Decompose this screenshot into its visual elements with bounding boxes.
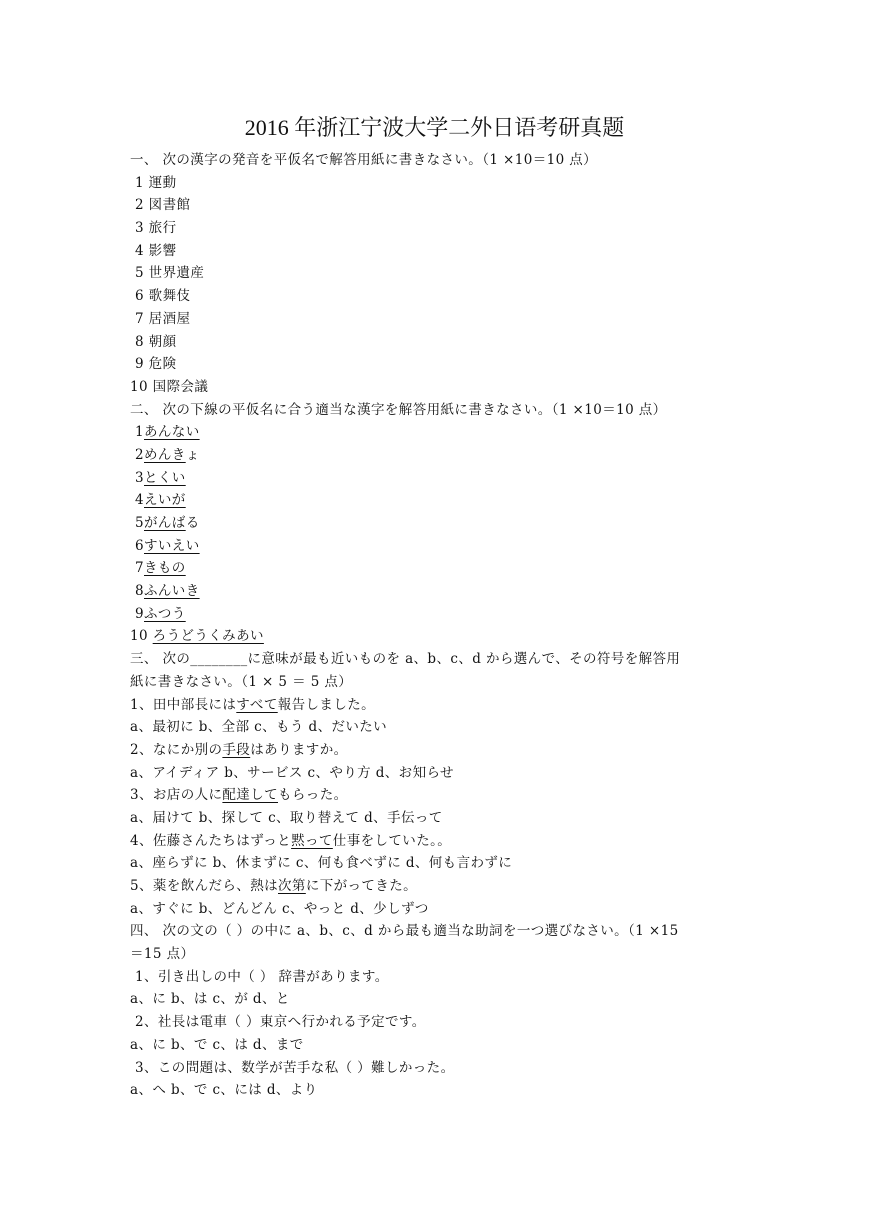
item-number: 3 — [135, 469, 144, 486]
question-pre: 5、薬を飲んだら、熱は — [130, 878, 278, 894]
answer-options: a、に b、は c、が d、と — [130, 991, 290, 1008]
question-text: 3、この問題は、数学が苦手な私（ ）難しかった。 — [135, 1059, 455, 1076]
item-number: 4 — [135, 492, 144, 509]
underlined-kana: とくい — [144, 469, 186, 486]
section-3-heading: 三、 次の________に意味が最も近いものを a、b、c、d から選んで、その符号を解答用 — [130, 651, 681, 668]
list-item: 10 国際会議 — [130, 378, 209, 395]
list-item — [130, 444, 770, 467]
list-item: 1 運動 — [135, 174, 177, 191]
list-item — [130, 421, 770, 444]
list-item: 7 居酒屋 — [135, 310, 191, 327]
document-body — [130, 149, 770, 1102]
list-item — [130, 489, 770, 512]
section-3-heading-cont: 紙に書きなさい。（1 × 5 ＝ 5 点） — [130, 673, 353, 690]
item-number: 2 — [135, 446, 144, 463]
underlined-word: すべて — [236, 696, 278, 713]
question-post: もらった。 — [278, 787, 348, 804]
question-text — [130, 830, 770, 853]
question-post: 仕事をしていた。。 — [332, 832, 452, 849]
page-title: 2016 年浙江宁波大学二外日语考研真题 — [244, 115, 625, 140]
item-number: 8 — [135, 583, 144, 600]
list-item: 3 旅行 — [135, 220, 177, 237]
section-4-heading-cont: ＝15 点） — [130, 946, 195, 963]
question-post: はありますか。 — [250, 741, 348, 758]
item-number: 6 — [135, 537, 144, 554]
item-number: 9 — [135, 605, 144, 622]
question-text — [130, 739, 770, 762]
answer-options: a、へ b、で c、には d、より — [130, 1082, 318, 1099]
list-item — [130, 557, 770, 580]
underlined-kana: きもの — [144, 560, 186, 577]
underlined-kana: あんない — [144, 424, 200, 441]
list-item: 8 朝顔 — [135, 333, 177, 350]
question-pre: 3、お店の人に — [130, 787, 223, 804]
item-number: 5 — [135, 515, 144, 531]
question-text — [130, 694, 770, 717]
list-item — [130, 467, 770, 490]
question-text: 2、社長は電車（ ）東京へ行かれる予定です。 — [135, 1014, 426, 1031]
list-item: 6 歌舞伎 — [135, 288, 191, 305]
answer-options: a、アイディア b、サービス c、やり方 d、お知らせ — [130, 764, 454, 781]
underlined-kana: がんば — [144, 515, 186, 531]
question-post: に下がってきた。 — [305, 878, 418, 894]
item-rest: る — [185, 515, 200, 531]
list-item — [130, 625, 770, 648]
list-item — [130, 603, 770, 626]
section-2-heading: 二、 次の下線の平仮名に合う適当な漢字を解答用紙に書きなさい。（1 ×10＝10 点） — [130, 401, 667, 418]
underlined-word: 配達して — [222, 787, 278, 804]
underlined-kana: めんき — [144, 446, 186, 463]
list-item — [130, 535, 770, 558]
underlined-kana: えいが — [144, 492, 186, 509]
question-text — [130, 784, 770, 807]
underlined-kana: ふつう — [144, 605, 186, 622]
item-number: 1 — [135, 424, 144, 441]
list-item: 5 世界遺産 — [135, 265, 205, 282]
question-pre: 2、なにか別の — [130, 741, 223, 758]
question-text: 1、引き出しの中（ ） 辞書があります。 — [135, 968, 389, 985]
section-1-heading: 一、 次の漢字の発音を平仮名で解答用紙に書きなさい。（1 ×10＝10 点） — [130, 152, 598, 168]
underlined-word: 黙って — [291, 832, 333, 849]
item-number: 7 — [135, 560, 144, 577]
question-pre: 4、佐藤さんたちはずっと — [130, 832, 292, 849]
underlined-word: 次第 — [278, 878, 306, 894]
list-item: 9 危険 — [135, 356, 177, 373]
list-item: 4 影響 — [135, 242, 177, 259]
question-text — [130, 875, 770, 898]
question-pre: 1、田中部長には — [130, 696, 237, 713]
answer-options: a、すぐに b、どんどん c、やっと d、少しずつ — [130, 900, 429, 917]
answer-options: a、に b、で c、は d、まで — [130, 1036, 304, 1053]
underlined-kana: すいえい — [144, 537, 200, 554]
answer-options: a、最初に b、全部 c、もう d、だいたい — [130, 719, 388, 736]
underlined-kana: ろうどうくみあい — [152, 628, 264, 645]
underlined-word: 手段 — [222, 741, 251, 758]
underlined-kana: ふんいき — [144, 583, 200, 600]
section-4-heading: 四、 次の文の（ ）の中に a、b、c、d から最も適当な助詞を一つ選びなさい。（1 ×15 — [130, 923, 679, 940]
list-item: 2 図書館 — [135, 197, 191, 214]
question-post: 報告しました。 — [277, 696, 376, 713]
list-item — [130, 580, 770, 603]
list-item — [130, 512, 770, 535]
answer-options: a、届けて b、探して c、取り替えて d、手伝って — [130, 809, 443, 826]
item-rest: ょ — [185, 446, 200, 463]
answer-options: a、座らずに b、休まずに c、何も食べずに d、何も言わずに — [130, 855, 513, 872]
item-number: 10 — [130, 628, 153, 645]
